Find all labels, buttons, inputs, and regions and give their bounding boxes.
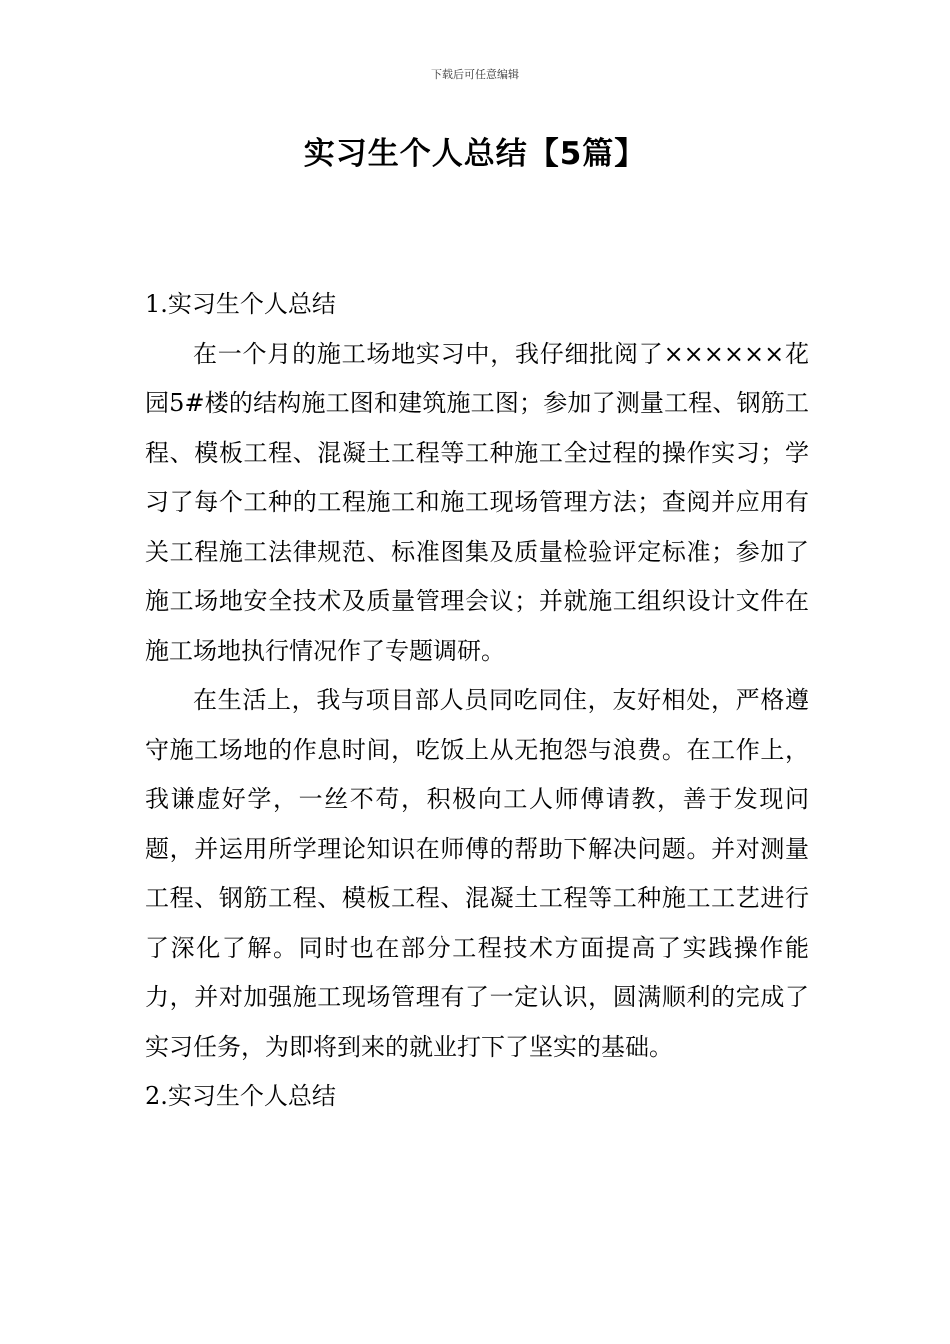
section-heading-2: 2.实习生个人总结: [145, 1082, 336, 1110]
document-title: 实习生个人总结【5篇】: [303, 136, 647, 172]
header-note: 下载后可任意编辑: [431, 68, 519, 81]
section-1-paragraph-1: 在一个月的施工场地实习中，我仔细批阅了××××××花园5#楼的结构施工图和建筑施工图；参加了测量工程、钢筋工程、模板工程、混凝土工程等工种施工全过程的操作实习；学习了每个工种的工程施工和施工现场管理方法；查阅并应用有关工程施工法律规范、标准图集及质量检验评定标准；参加了施工场地安全技术及质量管理会议；并就施工组织设计文件在施工场地执行情况作了专题调研。: [145, 339, 809, 665]
section-1-paragraph-2: 在生活上，我与项目部人员同吃同住，友好相处，严格遵守施工场地的作息时间，吃饭上从无抱怨与浪费。在工作上，我谦虚好学，一丝不苟，积极向工人师傅请教，善于发现问题，并运用所学理论知识在师傅的帮助下解决问题。并对测量工程、钢筋工程、模板工程、混凝土工程等工种施工工艺进行了深化了解。同时也在部分工程技术方面提高了实践操作能力，并对加强施工现场管理有了一定认识，圆满顺利的完成了实习任务，为即将到来的就业打下了坚实的基础。: [145, 686, 809, 1061]
section-heading-1: 1.实习生个人总结: [145, 290, 336, 318]
document-body: [145, 280, 809, 1122]
